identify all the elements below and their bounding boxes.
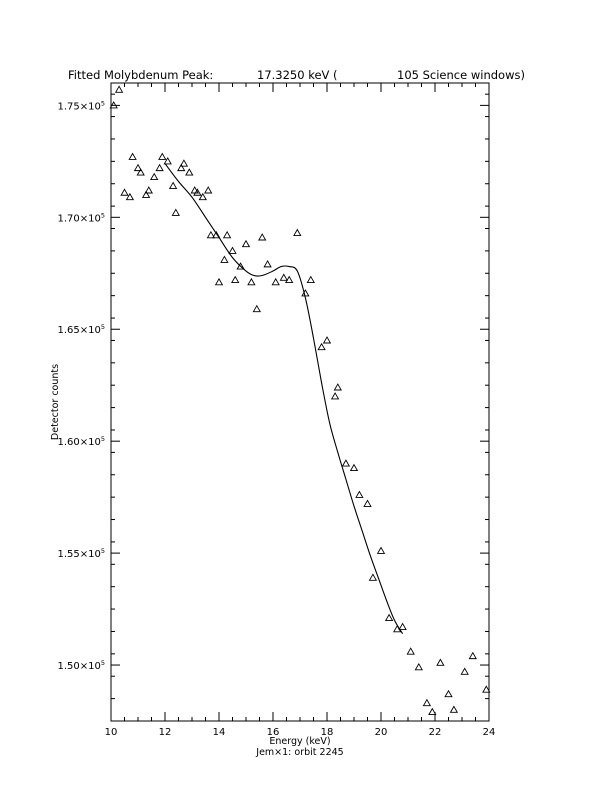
y-tick-label <box>57 435 105 448</box>
data-point <box>424 700 431 706</box>
chart-title-part2: 17.3250 keV ( <box>257 68 338 82</box>
fit-curve <box>165 164 403 634</box>
y-tick-exponent: 5 <box>100 211 105 220</box>
y-tick-times: ×10 <box>79 101 101 113</box>
y-tick-times: ×10 <box>79 325 101 337</box>
y-tick-exponent: 5 <box>100 547 105 556</box>
y-tick-times: ×10 <box>79 549 101 561</box>
chart-caption: Jem×1: orbit 2245 <box>256 747 344 758</box>
data-point <box>307 277 314 283</box>
y-tick-mantissa: 1.70 <box>57 213 80 225</box>
data-point <box>445 691 452 697</box>
data-point <box>216 279 223 285</box>
x-tick-label: 24 <box>482 727 496 738</box>
y-tick-exponent: 5 <box>100 99 105 108</box>
data-point <box>407 648 414 654</box>
y-tick-exponent: 5 <box>100 435 105 444</box>
y-tick-mantissa: 1.60 <box>57 437 80 449</box>
data-point <box>399 624 406 630</box>
data-point <box>145 187 152 193</box>
y-tick-label <box>57 547 105 560</box>
data-point <box>370 574 377 580</box>
data-point <box>461 668 468 674</box>
data-point <box>137 169 144 175</box>
data-point <box>364 500 371 506</box>
chart-title-part3: 105 Science windows) <box>397 68 525 82</box>
data-point <box>232 277 239 283</box>
data-point <box>272 279 279 285</box>
data-point <box>243 241 250 247</box>
data-point <box>294 230 301 236</box>
y-axis-label: Detector counts <box>50 363 61 441</box>
data-point <box>386 615 393 621</box>
data-point <box>170 183 177 189</box>
data-point <box>469 653 476 659</box>
y-tick-mantissa: 1.55 <box>57 549 80 561</box>
chart-title-part1: Fitted Molybdenum Peak: <box>68 68 214 82</box>
data-point <box>213 232 220 238</box>
data-point <box>224 232 231 238</box>
data-point <box>116 86 123 92</box>
data-point <box>172 209 179 215</box>
data-point <box>378 547 385 553</box>
data-point <box>259 234 266 240</box>
plot-frame <box>111 83 489 721</box>
x-tick-label: 12 <box>158 727 172 738</box>
x-tick-label: 20 <box>374 727 388 738</box>
y-tick-mantissa: 1.65 <box>57 325 80 337</box>
x-tick-label: 16 <box>266 727 280 738</box>
data-point <box>159 153 166 159</box>
svg-text:1.55×105 <box>57 547 105 560</box>
data-point <box>334 384 341 390</box>
data-point <box>129 153 136 159</box>
data-point <box>221 256 228 262</box>
data-point <box>429 709 436 715</box>
data-point <box>205 187 212 193</box>
data-point <box>229 247 236 253</box>
data-point <box>318 344 325 350</box>
data-point <box>451 706 458 712</box>
y-tick-exponent: 5 <box>100 323 105 332</box>
svg-text:1.50×105 <box>57 659 105 672</box>
y-tick-times: ×10 <box>79 661 101 673</box>
x-axis-label: Energy (keV) <box>269 736 331 747</box>
y-tick-label <box>57 99 105 112</box>
x-tick-label: 22 <box>428 727 442 738</box>
data-point <box>156 165 163 171</box>
svg-text:1.65×105 <box>57 323 105 336</box>
data-point <box>324 337 331 343</box>
y-tick-exponent: 5 <box>100 659 105 668</box>
data-point <box>437 659 444 665</box>
data-point <box>280 274 287 280</box>
data-point <box>264 261 271 267</box>
data-point <box>415 664 422 670</box>
y-tick-times: ×10 <box>79 213 101 225</box>
x-tick-label: 14 <box>212 727 226 738</box>
y-tick-label <box>57 323 105 336</box>
x-tick-label: 18 <box>320 727 334 738</box>
data-point <box>343 460 350 466</box>
y-tick-labels <box>57 99 105 672</box>
data-points <box>110 86 489 714</box>
fit-line <box>165 164 403 634</box>
y-tick-mantissa: 1.50 <box>57 661 80 673</box>
data-point <box>121 189 128 195</box>
data-point <box>302 290 309 296</box>
y-tick-label <box>57 659 105 672</box>
y-tick-mantissa: 1.75 <box>57 101 80 113</box>
data-point <box>351 465 358 471</box>
svg-text:1.70×105 <box>57 211 105 224</box>
y-tick-times: ×10 <box>79 437 101 449</box>
data-point <box>356 492 363 498</box>
data-point <box>181 160 188 166</box>
y-tick-label <box>57 211 105 224</box>
data-point <box>186 169 193 175</box>
axis-ticks <box>111 83 489 721</box>
svg-text:1.75×105 <box>57 99 105 112</box>
data-point <box>248 279 255 285</box>
x-tick-label: 10 <box>104 727 118 738</box>
svg-text:1.60×105 <box>57 435 105 448</box>
data-point <box>332 393 339 399</box>
data-point <box>253 306 260 312</box>
data-point <box>151 174 158 180</box>
